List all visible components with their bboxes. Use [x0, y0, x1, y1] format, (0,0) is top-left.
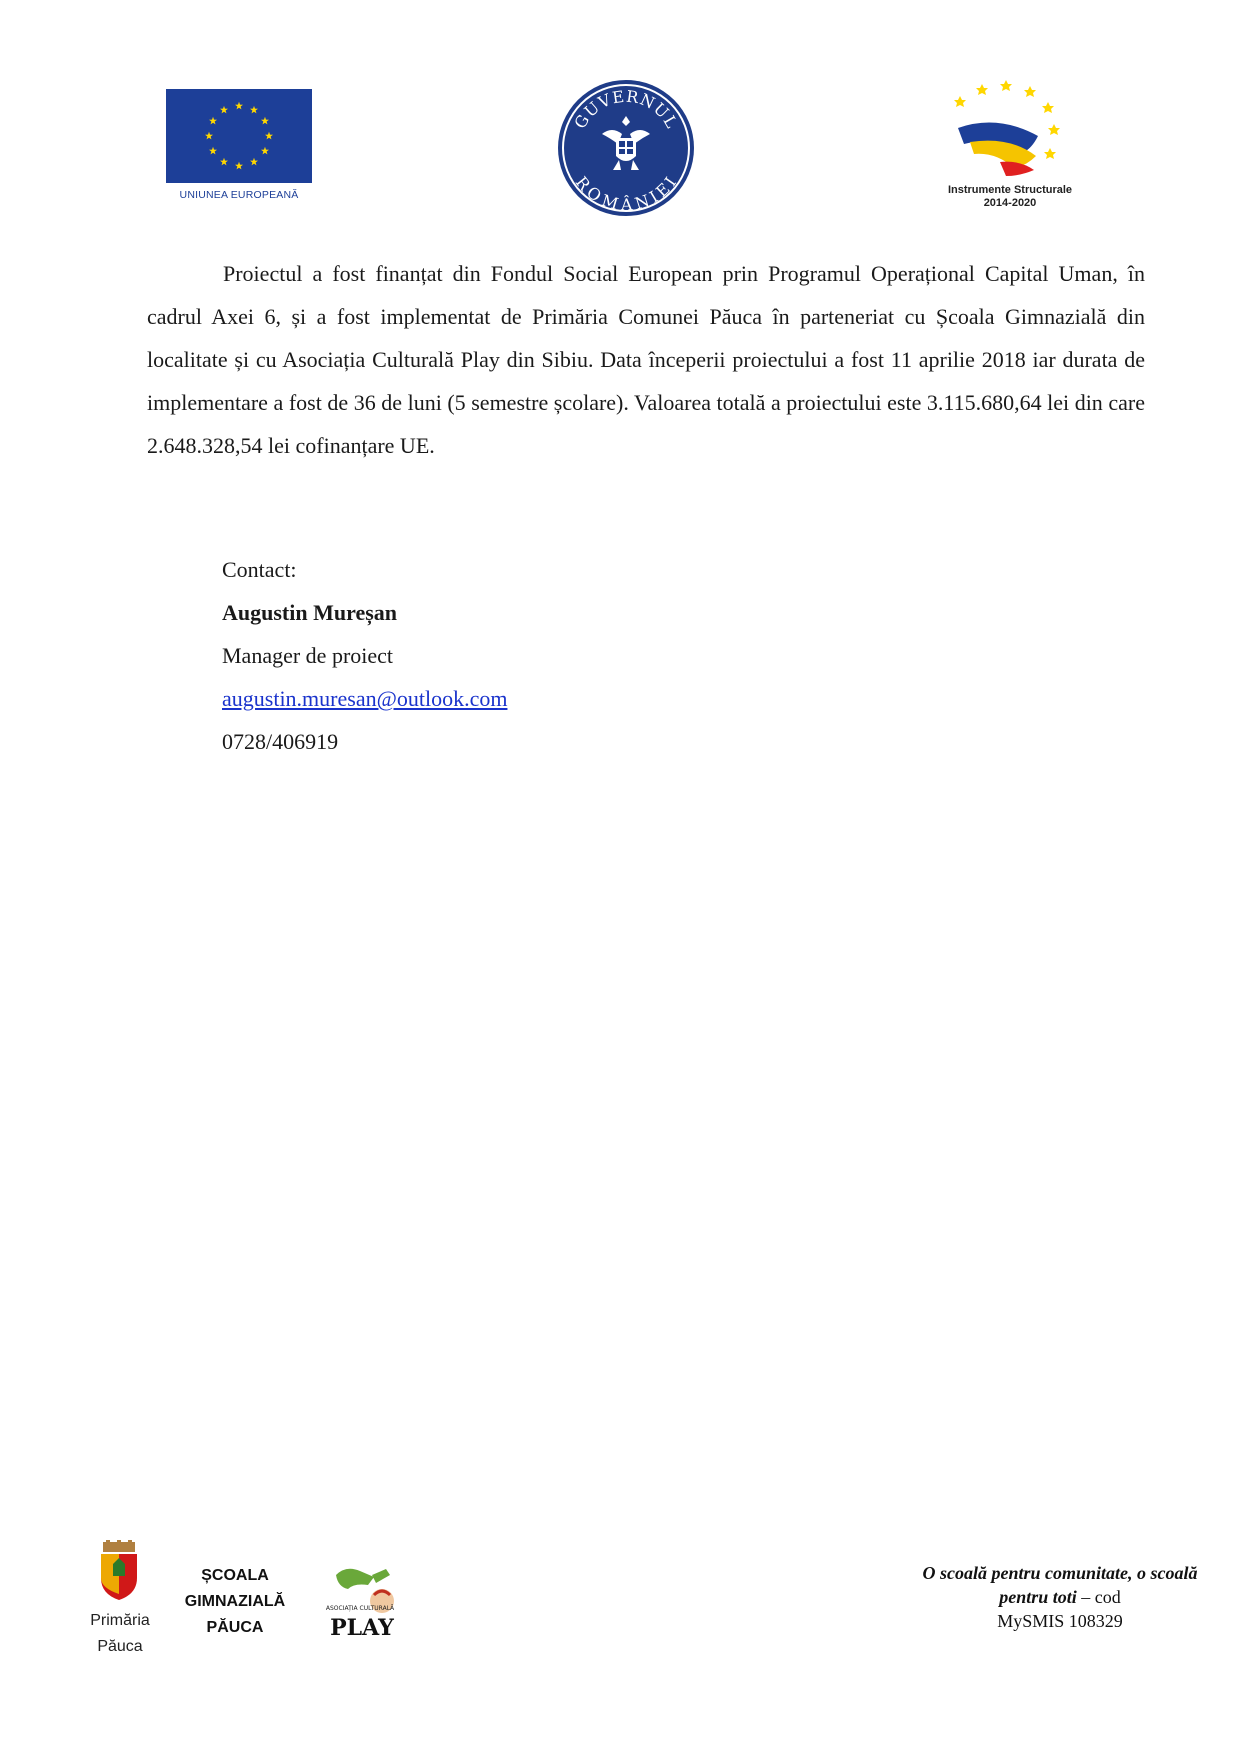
- footer-note-code: MySMIS 108329: [997, 1611, 1123, 1631]
- play-logo-big-text: PLAY: [330, 1615, 394, 1641]
- eu-flag-icon: [166, 89, 312, 183]
- gov-logo-bottom-text: ROMÂNIEI: [571, 172, 681, 215]
- project-description-paragraph: Proiectul a fost finanțat din Fondul Social European prin Programul Operațional Capital Uman, în cadrul Axei 6, și a fost implementat de Primăria Comunei Păuca în parteneriat cu Școala Gimnazială din localitate și cu Asociația Culturală Play din Sibiu. Data începerii proiectului a fost 11 aprilie 2018 iar durata de implementare a fost de 36 de luni (5 semestre școlare). Valoarea totală a proiectului este 3.115.680,64 lei din care 2.648.328,54 lei cofinanțare UE.: [147, 261, 1145, 458]
- is-label-line1: Instrumente Structurale: [947, 184, 1073, 196]
- primaria-pauca-label: [70, 1608, 170, 1660]
- primaria-crest-icon: [97, 1540, 141, 1600]
- primaria-label-line1: Primăria: [90, 1612, 150, 1629]
- footer-note-title: O scoală pentru comunitate, o scoală pentru toti: [922, 1563, 1198, 1607]
- scoala-label-line1: ȘCOALA: [201, 1567, 269, 1584]
- asociatia-culturala-play-logo: [322, 1555, 408, 1641]
- contact-block: [222, 548, 922, 763]
- primaria-pauca-crest: [97, 1540, 141, 1600]
- gov-logo-top-text: GUVERNUL: [570, 86, 682, 132]
- guvernul-romaniei-seal-icon: [556, 78, 696, 218]
- eu-label: UNIUNEA EUROPEANĂ: [179, 189, 299, 201]
- instrumente-structurale-label: [920, 184, 1100, 210]
- play-logo-small-text: ASOCIAȚIA CULTURALĂ: [325, 1605, 395, 1612]
- footer-note-suffix: – cod: [1076, 1587, 1121, 1607]
- is-label-line2: 2014-2020: [983, 197, 1037, 209]
- instrumente-structurale-icon: [930, 78, 1090, 180]
- contact-phone: 0728/406919: [222, 729, 339, 754]
- guvernul-romaniei-logo: [556, 78, 696, 218]
- scoala-label-line2: GIMNAZIALĂ: [184, 1593, 286, 1610]
- contact-email-link[interactable]: augustin.muresan@outlook.com: [222, 686, 508, 711]
- footer-project-note: [920, 1561, 1200, 1633]
- contact-heading: Contact:: [222, 557, 297, 582]
- scoala-gimnaziala-label: [170, 1563, 300, 1641]
- primaria-label-line2: Păuca: [97, 1638, 143, 1655]
- contact-name: Augustin Mureșan: [222, 600, 398, 625]
- instrumente-structurale-logo: [930, 78, 1090, 180]
- scoala-label-line3: PĂUCA: [206, 1619, 264, 1636]
- play-logo-icon: [322, 1555, 408, 1641]
- eu-logo: [166, 89, 312, 201]
- contact-role: Manager de proiect: [222, 643, 394, 668]
